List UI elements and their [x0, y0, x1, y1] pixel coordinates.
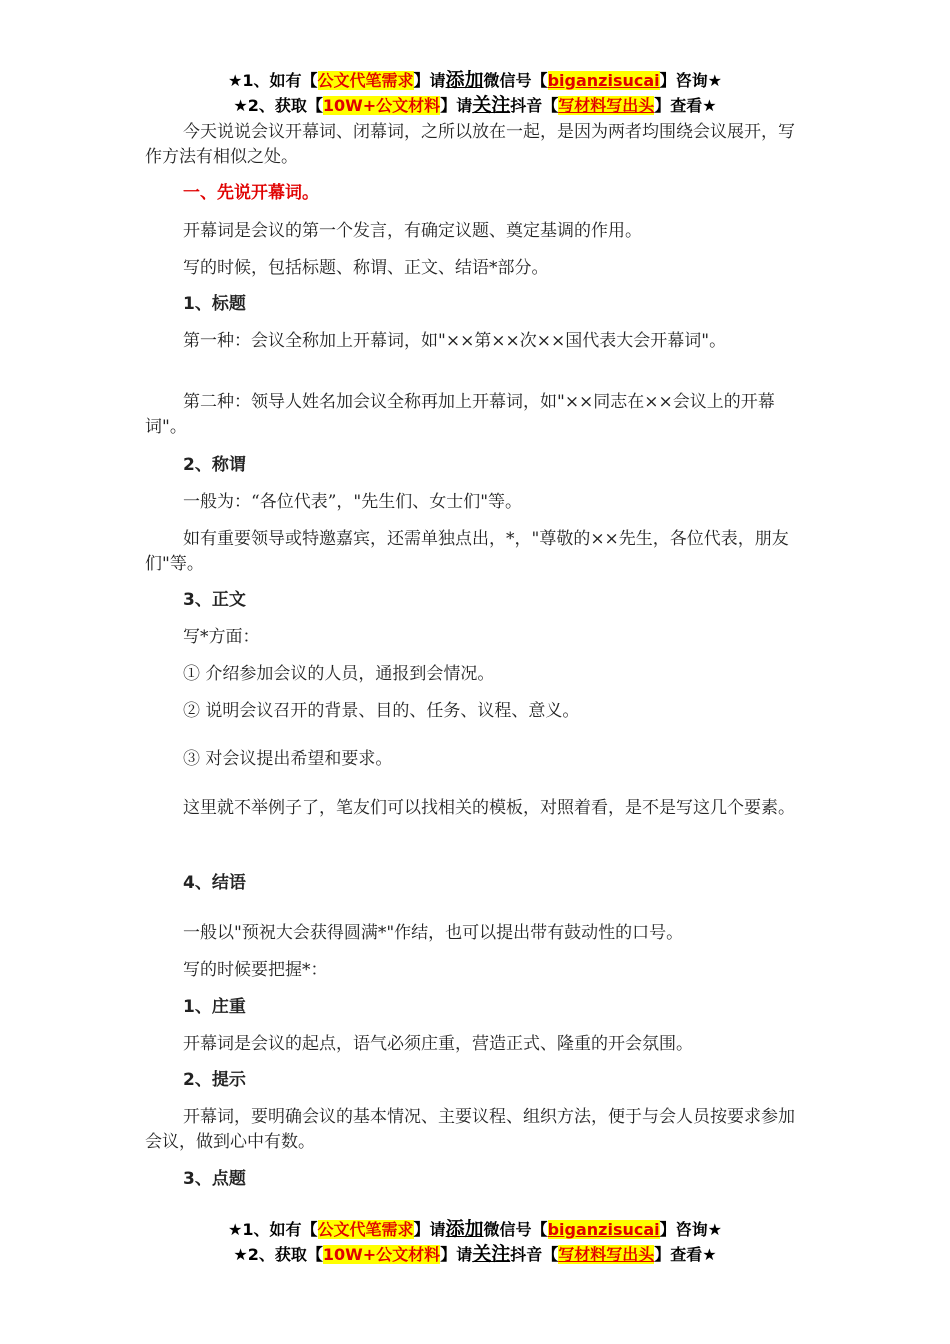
banner-line-2	[0, 93, 950, 118]
wechat-id-link[interactable]: biganzisucai	[547, 71, 660, 90]
banner-text: ★2、获取【	[233, 1245, 323, 1264]
subheading: 1、标题	[183, 294, 246, 314]
list-item: ③ 对会议提出希望和要求。	[183, 749, 393, 769]
banner-text: 】请	[440, 96, 473, 115]
banner-line-2	[0, 1242, 950, 1267]
paragraph: 一般为：“各位代表”，"先生们、女士们"等。	[183, 492, 523, 512]
paragraph: 写的时候，包括标题、称谓、正文、结语*部分。	[183, 258, 549, 278]
paragraph: 写*方面：	[183, 627, 260, 647]
subheading: 2、提示	[183, 1070, 246, 1090]
banner-text: 】查看★	[654, 96, 717, 115]
banner-text: 抖音【	[510, 96, 559, 115]
paragraph: 开幕词是会议的第一个发言，有确定议题、奠定基调的作用。	[183, 221, 642, 241]
banner-emphasis: 关注	[472, 94, 511, 116]
paragraph: 如有重要领导或特邀嘉宾，还需单独点出，*，"尊敬的××先生，各位代表，朋友们"等。	[145, 529, 789, 574]
banner-text: 】咨询★	[659, 1220, 722, 1239]
banner-emphasis: 添加	[445, 69, 484, 91]
banner-line-1	[0, 1217, 950, 1242]
banner-text: 微信号【	[483, 1220, 548, 1239]
banner-text: 】请	[440, 1245, 473, 1264]
paragraph: 开幕词，要明确会议的基本情况、主要议程、组织方法，便于与会人员按要求参加会议，做到心中有数。	[145, 1107, 795, 1152]
banner-highlight: 公文代笔需求	[317, 71, 414, 90]
banner-text: 】查看★	[654, 1245, 717, 1264]
banner-text: ★1、如有【	[228, 71, 318, 90]
banner-text: 】咨询★	[659, 71, 722, 90]
douyin-account-link[interactable]: 写材料写出头	[558, 1245, 655, 1264]
banner-emphasis: 添加	[445, 1218, 484, 1240]
subheading: 1、庄重	[183, 997, 246, 1017]
list-item: ① 介绍参加会议的人员，通报到会情况。	[183, 664, 495, 684]
paragraph: 写的时候要把握*：	[183, 960, 328, 980]
footer-banner	[0, 1217, 950, 1267]
subheading: 4、结语	[183, 873, 246, 893]
wechat-id-link[interactable]: biganzisucai	[547, 1220, 660, 1239]
paragraph: 第一种：会议全称加上开幕词，如"××第××次××国代表大会开幕词"。	[183, 331, 727, 351]
banner-text: ★2、获取【	[233, 96, 323, 115]
banner-text: ★1、如有【	[228, 1220, 318, 1239]
douyin-account-link[interactable]: 写材料写出头	[558, 96, 655, 115]
subheading: 2、称谓	[183, 455, 246, 475]
section-heading: 一、先说开幕词。	[183, 183, 319, 203]
banner-highlight: 10W+公文材料	[322, 1245, 441, 1264]
paragraph: 这里就不举例子了，笔友们可以找相关的模板，对照着看，是不是写这几个要素。	[183, 798, 795, 818]
banner-text: 抖音【	[510, 1245, 559, 1264]
banner-text: 】请	[413, 1220, 446, 1239]
subheading: 3、正文	[183, 590, 246, 610]
banner-highlight: 公文代笔需求	[317, 1220, 414, 1239]
list-item: ② 说明会议召开的背景、目的、任务、议程、意义。	[183, 701, 580, 721]
paragraph: 开幕词是会议的起点，语气必须庄重，营造正式、隆重的开会氛围。	[183, 1034, 693, 1054]
intro-paragraph: 今天说说会议开幕词、闭幕词，之所以放在一起，是因为两者均围绕会议展开，写作方法有相似之处。	[145, 122, 795, 167]
banner-line-1	[0, 68, 950, 93]
header-banner	[0, 68, 950, 118]
banner-highlight: 10W+公文材料	[322, 96, 441, 115]
paragraph: 第二种：领导人姓名加会议全称再加上开幕词，如"××同志在××会议上的开幕词"。	[145, 392, 775, 437]
banner-text: 微信号【	[483, 71, 548, 90]
banner-text: 】请	[413, 71, 446, 90]
paragraph: 一般以"预祝大会获得圆满*"作结，也可以提出带有鼓动性的口号。	[183, 923, 684, 943]
banner-emphasis: 关注	[472, 1243, 511, 1265]
subheading: 3、点题	[183, 1169, 246, 1189]
